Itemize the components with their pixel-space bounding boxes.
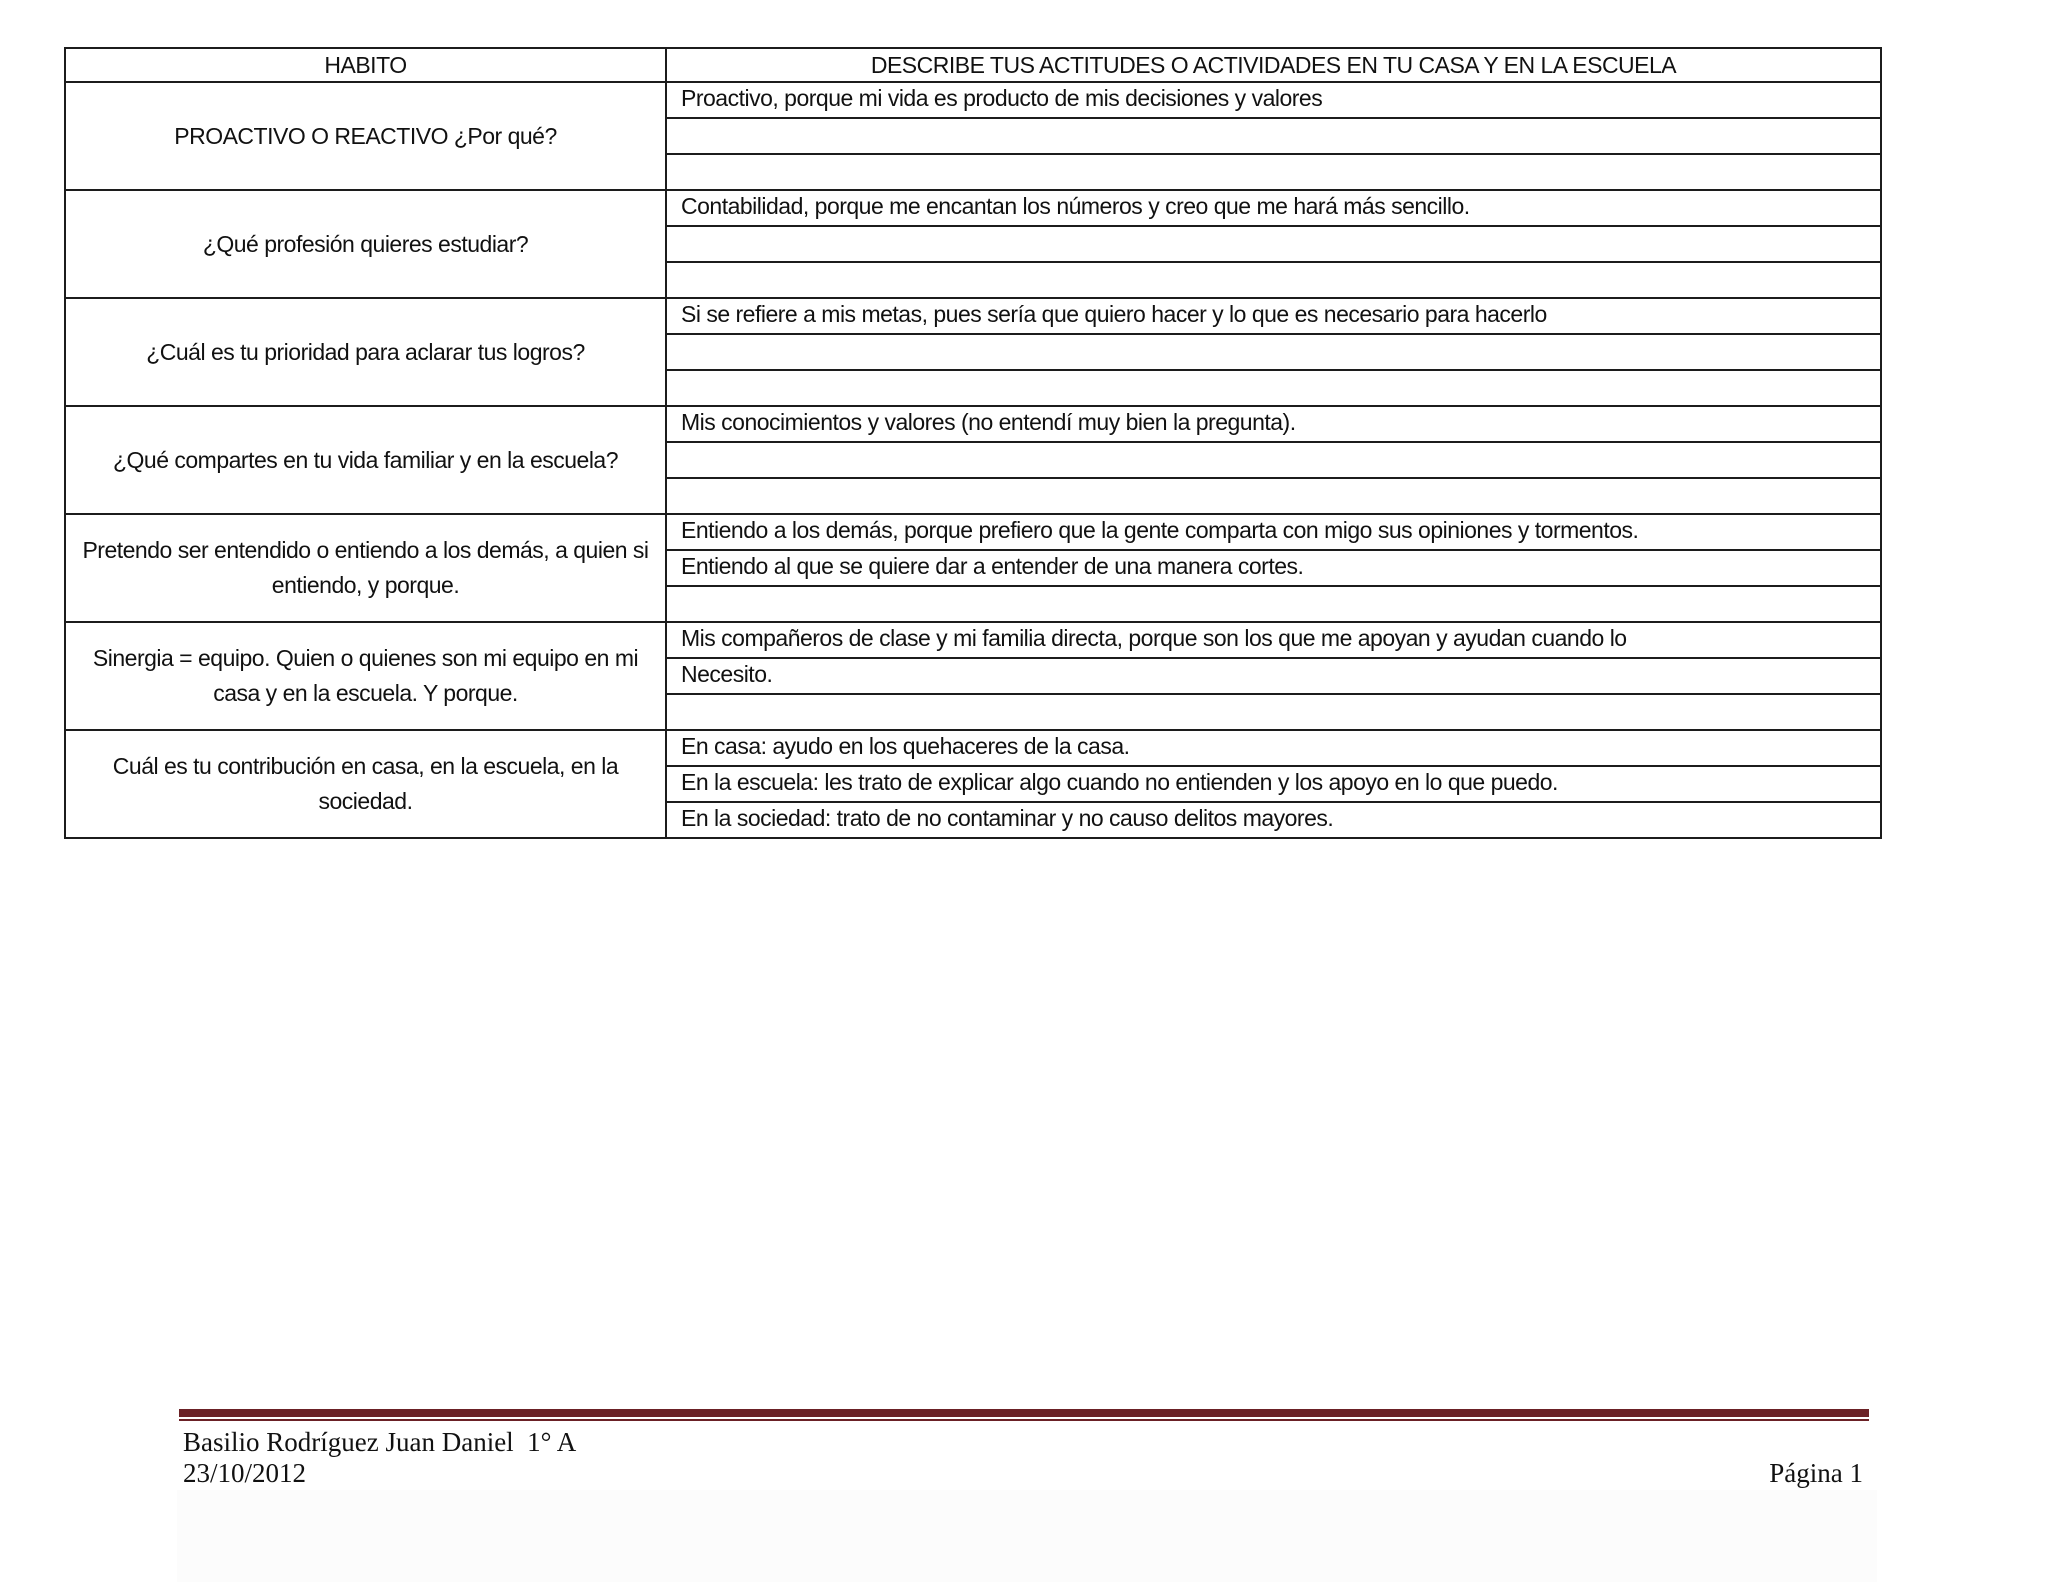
- answer-cell: [666, 478, 1881, 514]
- answer-cell: [666, 118, 1881, 154]
- answer-cell: [666, 226, 1881, 262]
- footer-author: Basilio Rodríguez Juan Daniel 1° A: [183, 1427, 577, 1457]
- habit-cell: Pretendo ser entendido o entiendo a los demás, a quien si entiendo, y porque.: [65, 514, 666, 622]
- table-row: [65, 622, 1881, 658]
- answer-cell: [666, 442, 1881, 478]
- footer-date: 23/10/2012: [183, 1458, 307, 1488]
- footer-divider: [179, 1409, 1869, 1421]
- footer-background: [177, 1490, 1877, 1582]
- answer-cell: En la sociedad: trato de no contaminar y no causo delitos mayores.: [666, 802, 1881, 838]
- answer-cell: [666, 586, 1881, 622]
- answer-cell: Entiendo a los demás, porque prefiero que la gente comparta con migo sus opiniones y tormentos.: [666, 514, 1881, 550]
- habit-cell: Cuál es tu contribución en casa, en la escuela, en la sociedad.: [65, 730, 666, 838]
- answer-cell: Mis compañeros de clase y mi familia directa, porque son los que me apoyan y ayudan cuando lo: [666, 622, 1881, 658]
- footer-divider-thin: [179, 1419, 1869, 1421]
- header-row: [65, 48, 1881, 82]
- habit-cell: Sinergia = equipo. Quien o quienes son mi equipo en mi casa y en la escuela. Y porque.: [65, 622, 666, 730]
- answer-cell: Proactivo, porque mi vida es producto de mis decisiones y valores: [666, 82, 1881, 118]
- answer-cell: Necesito.: [666, 658, 1881, 694]
- answer-cell: [666, 694, 1881, 730]
- answer-cell: [666, 370, 1881, 406]
- table-row: [65, 406, 1881, 442]
- answer-cell: Contabilidad, porque me encantan los números y creo que me hará más sencillo.: [666, 190, 1881, 226]
- habits-table: [64, 47, 1882, 839]
- table-row: [65, 730, 1881, 766]
- answer-cell: [666, 262, 1881, 298]
- table-row: [65, 298, 1881, 334]
- habit-cell: PROACTIVO O REACTIVO ¿Por qué?: [65, 82, 666, 190]
- habit-cell: ¿Qué profesión quieres estudiar?: [65, 190, 666, 298]
- footer-divider-thick: [179, 1409, 1869, 1417]
- answer-cell: Si se refiere a mis metas, pues sería que quiero hacer y lo que es necesario para hacerlo: [666, 298, 1881, 334]
- answer-cell: Mis conocimientos y valores (no entendí muy bien la pregunta).: [666, 406, 1881, 442]
- answer-cell: Entiendo al que se quiere dar a entender de una manera cortes.: [666, 550, 1881, 586]
- answer-cell: En la escuela: les trato de explicar algo cuando no entienden y los apoyo en lo que puedo.: [666, 766, 1881, 802]
- table-row: [65, 82, 1881, 118]
- table-row: [65, 190, 1881, 226]
- habit-cell: ¿Qué compartes en tu vida familiar y en la escuela?: [65, 406, 666, 514]
- answer-cell: [666, 334, 1881, 370]
- page-number: Página 1: [1769, 1458, 1863, 1488]
- footer-author-block: [183, 1427, 576, 1489]
- habit-cell: ¿Cuál es tu prioridad para aclarar tus logros?: [65, 298, 666, 406]
- answer-cell: [666, 154, 1881, 190]
- header-description: DESCRIBE TUS ACTITUDES O ACTIVIDADES EN TU CASA Y EN LA ESCUELA: [666, 48, 1881, 82]
- header-habit: HABITO: [65, 48, 666, 82]
- table-row: [65, 514, 1881, 550]
- answer-cell: En casa: ayudo en los quehaceres de la casa.: [666, 730, 1881, 766]
